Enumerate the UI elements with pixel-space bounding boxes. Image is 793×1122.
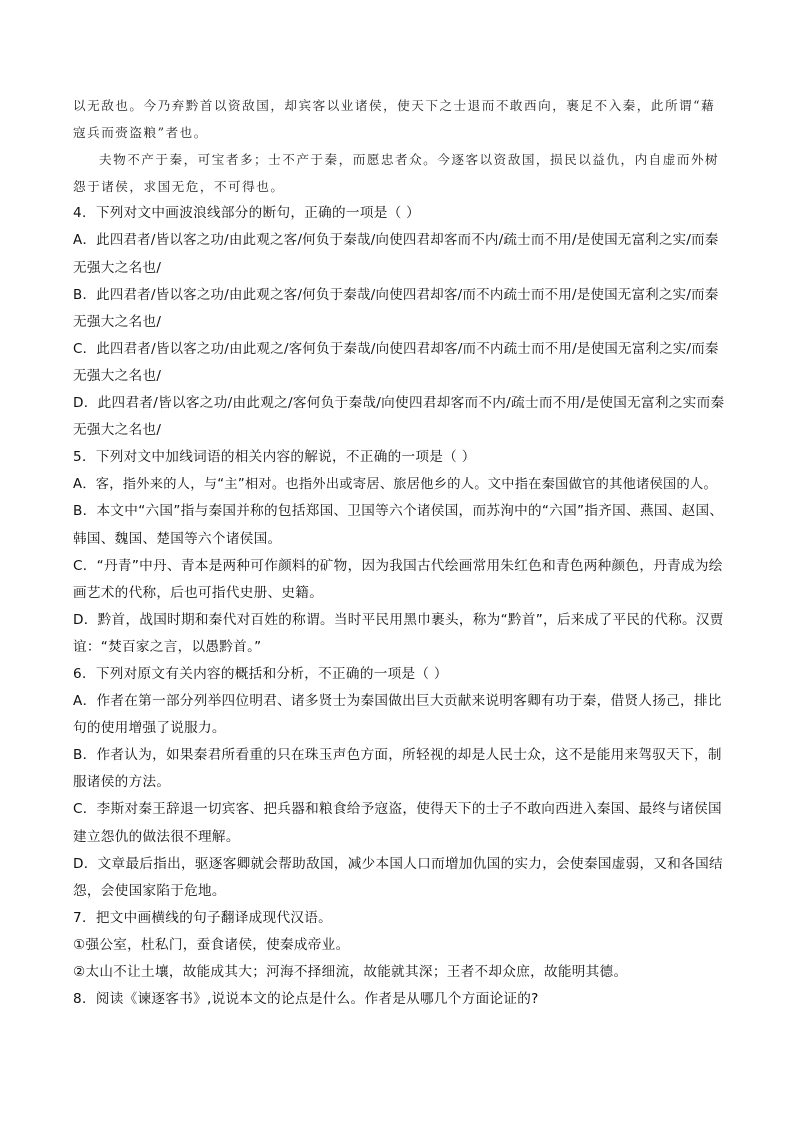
passage-line: 寇兵而赍盗粮”者也。: [73, 125, 208, 141]
q5-line: 画艺术的代称，后也可指代史册、史籍。: [73, 584, 324, 601]
question-7-stem: 7．把文中画横线的句子翻译成现代汉语。: [73, 909, 333, 926]
q4-option-d: D．此四君者/皆以客之功/由此观之/客何负于秦哉/向使四君却客而不内/疏士而不用/是使国无富利之实而秦: [73, 395, 725, 412]
q7-sentence: ①强公室，杜私门，蚕食诸侯，使秦成帝业。: [73, 936, 350, 953]
q6-line: 建立怨仇的做法很不理解。: [73, 828, 240, 845]
q6-line: D．文章最后指出，驱逐客卿就会帮助敌国，减少本国人口而增加仇国的实力，会使秦国虚弱，又和各国结: [73, 855, 723, 872]
q6-line: 服诸侯的方法。: [73, 774, 171, 791]
question-6-stem: 6．下列对原文有关内容的概括和分析，不正确的一项是（ ）: [73, 665, 448, 682]
q6-line: B．作者认为，如果秦君所看重的只在珠玉声色方面，所轻视的却是人民士众，这不是能用来驾驭天下，制: [73, 747, 722, 764]
q6-line: 怨，会使国家陷于危地。: [73, 882, 226, 899]
q7-sentence: ②太山不让土壤，故能成其大；河海不择细流，故能就其深；王者不却众庶，故能明其德。: [73, 964, 628, 980]
q5-line: 韩国、魏国、楚国等六个诸侯国。: [73, 530, 282, 547]
q4-option-a: A．此四君者/皆以客之功/由此观之客/何负于秦哉/向使四君却客而不内/疏士而不用/是使国无富利之实/而秦: [73, 233, 719, 249]
q4-option-c: C．此四君者/皆以客之功/由此观之/客何负于秦哉/向使四君却客/而不内疏士而不用/是使国无富利之实/而秦: [73, 341, 719, 357]
q4-option-b-cont: 无强大之名也/: [73, 313, 162, 330]
passage-line: 夫物不产于秦，可宝者多；士不产于秦，而愿忠者众。今逐客以资敌国，损民以益仇，内自虚而外树: [99, 152, 720, 168]
q5-line: 谊：“焚百家之言，以愚黔首。”: [73, 638, 262, 655]
q4-option-c-cont: 无强大之名也/: [73, 367, 162, 384]
q4-option-a-cont: 无强大之名也/: [73, 259, 162, 276]
document-page: [73, 92, 725, 1013]
question-4-stem: 4．下列对文中画波浪线部分的断句，正确的一项是（ ）: [73, 205, 421, 222]
q5-line: B．本文中“六国”指与秦国并称的包括郑国、卫国等六个诸侯国，而苏洵中的“六国”指齐国、燕国、赵国、: [73, 503, 724, 520]
q4-option-b: B．此四君者/皆以客之功/由此观之客/何负于秦哉/向使四君却客/而不内疏士而不用/是使国无富利之实/而秦: [73, 287, 719, 303]
q6-line: A．作者在第一部分列举四位明君、诸多贤士为秦国做出巨大贡献来说明客卿有功于秦，借贤人扬己，排比: [73, 693, 722, 710]
question-8-stem: 8．阅读《谏逐客书》,说说本文的论点是什么。作者是从哪几个方面论证的?: [73, 991, 539, 1008]
q5-line: A．客，指外来的人，与“主”相对。也指外出或寄居、旅居他乡的人。文中指在秦国做官的其他诸侯国的人。: [73, 477, 718, 493]
q6-line: C．李斯对秦王辞退一切宾客、把兵器和粮食给予寇盗，使得天下的士子不敢向西进入秦国、最终与诸侯国: [73, 801, 722, 818]
passage-line: 怨于诸侯，求国无危，不可得也。: [73, 179, 285, 195]
q5-line: D．黔首，战国时期和秦代对百姓的称谓。当时平民用黑巾裹头，称为“黔首”，后来成了平民的代称。汉贾: [73, 611, 724, 628]
q5-line: C．“丹青”中丹、青本是两种可作颜料的矿物，因为我国古代绘画常用朱红色和青色两种颜色，丹青成为绘: [73, 557, 723, 574]
question-5-stem: 5．下列对文中加线词语的相关内容的解说，不正确的一项是（ ）: [73, 449, 476, 466]
q6-line: 句的使用增强了说服力。: [73, 720, 226, 737]
q4-option-d-cont: 无强大之名也/: [73, 422, 162, 439]
passage-line: 以无敌也。今乃弃黔首以资敌国，却宾客以业诸侯，使天下之士退而不敢西向，裹足不入秦，此所谓“藉: [73, 98, 716, 113]
